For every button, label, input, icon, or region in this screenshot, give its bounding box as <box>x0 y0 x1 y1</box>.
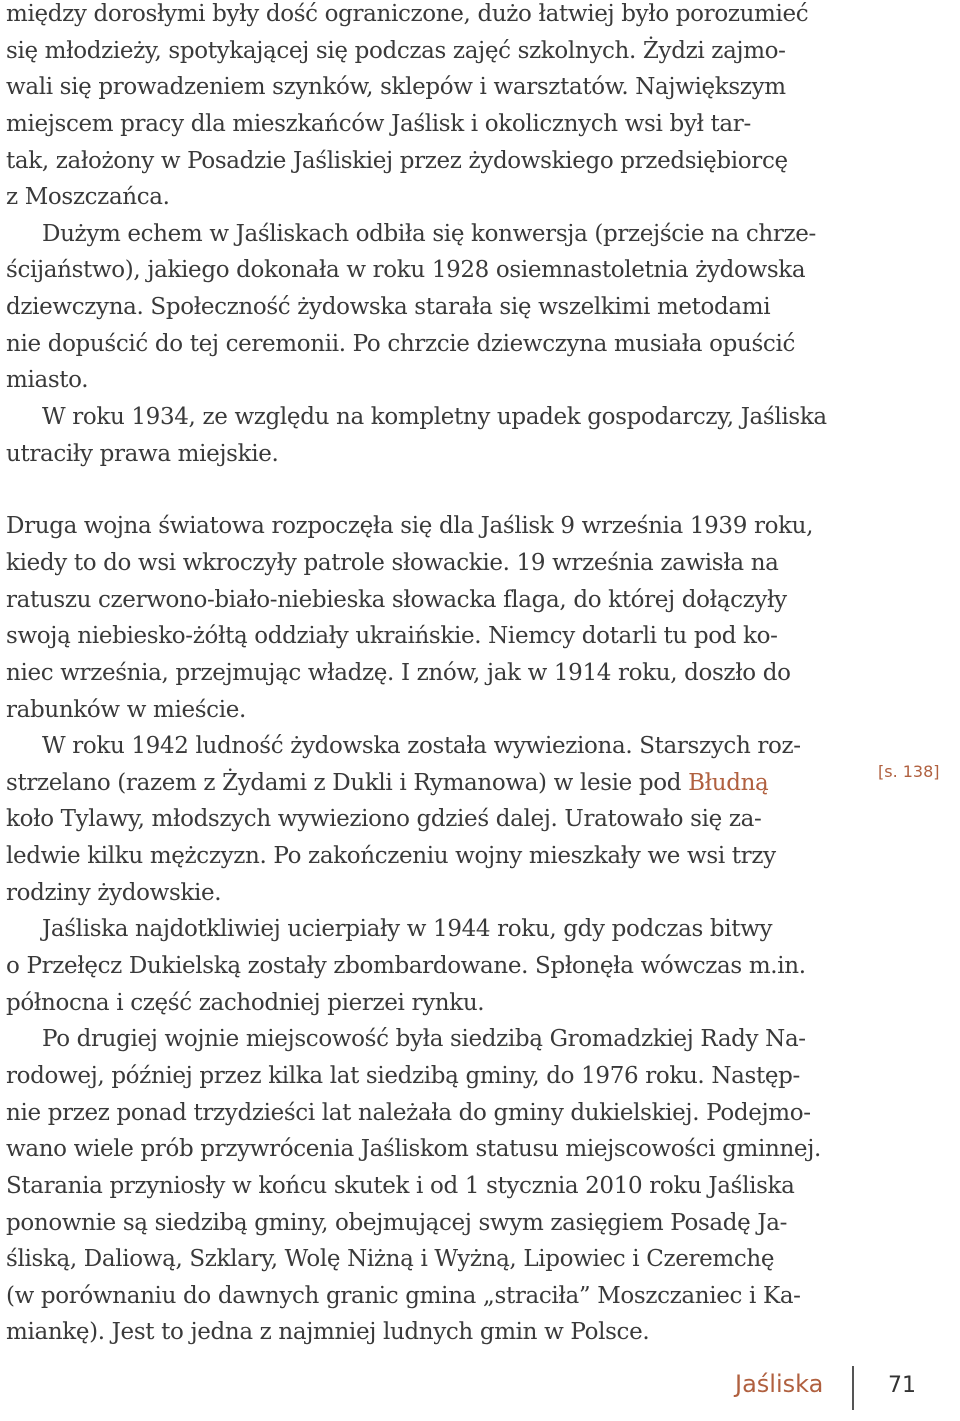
text-line: W roku 1942 ludność żydowska została wywieziona. Starszych roz- <box>42 733 801 760</box>
text-line: miasto. <box>6 367 89 394</box>
text-line: miankę). Jest to jedna z najmniej ludnych gmin w Polsce. <box>6 1319 650 1346</box>
text-line: kiedy to do wsi wkroczyły patrole słowackie. 19 września zawisła na <box>6 549 779 576</box>
body-text <box>6 0 856 1351</box>
text-line <box>6 765 856 802</box>
running-footer-title: Jaśliska <box>735 1370 824 1398</box>
page-number: 71 <box>888 1373 916 1398</box>
text-line: W roku 1934, ze względu na kompletny upadek gospodarczy, Jaśliska <box>42 404 827 431</box>
text-line: rabunków w mieście. <box>6 696 246 723</box>
text-segment: strzelano (razem z Żydami z Dukli i Rymanowa) w lesie pod <box>6 769 689 796</box>
text-line: między dorosłymi były dość ograniczone, dużo łatwiej było porozumieć <box>6 1 809 27</box>
text-line: nie przez ponad trzydzieści lat należała do gminy dukielskiej. Podejmo- <box>6 1099 811 1126</box>
text-line: ratuszu czerwono-biało-niebieska słowacka flaga, do której dołączyły <box>6 586 787 613</box>
text-line: (w porównaniu do dawnych granic gmina „straciła” Moszczaniec i Ka- <box>6 1282 801 1309</box>
text-line: ścijaństwo), jakiego dokonała w roku 1928 osiemnastoletnia żydowska <box>6 257 806 284</box>
text-line: ledwie kilku mężczyzn. Po zakończeniu wojny mieszkały we wsi trzy <box>6 843 776 870</box>
text-line: o Przełęcz Dukielską zostały zbombardowane. Spłonęła wówczas m.in. <box>6 953 806 980</box>
text-line: niec września, przejmując władzę. I znów, jak w 1914 roku, doszło do <box>6 659 791 686</box>
text-line: rodziny żydowskie. <box>6 879 222 906</box>
text-line: tak, założony w Posadzie Jaśliskiej przez żydowskiego przedsiębiorcę <box>6 147 788 174</box>
text-line: śliską, Daliową, Szklary, Wolę Niżną i Wyżną, Lipowiec i Czeremchę <box>6 1246 775 1273</box>
page-reference-note: [s. 138] <box>878 762 940 781</box>
text-line: ponownie są siedzibą gminy, obejmującej swym zasięgiem Posadę Ja- <box>6 1209 788 1236</box>
footer-divider <box>852 1366 854 1410</box>
text-line: miejscem pracy dla mieszkańców Jaślisk i okolicznych wsi był tar- <box>6 110 751 137</box>
section-gap <box>6 472 856 508</box>
text-line: Starania przyniosły w końcu skutek i od 1 stycznia 2010 roku Jaśliska <box>6 1172 795 1199</box>
text-line: Po drugiej wojnie miejscowość była siedzibą Gromadzkiej Rady Na- <box>42 1026 806 1053</box>
text-line: się młodzieży, spotykającej się podczas zajęć szkolnych. Żydzi zajmo- <box>6 37 786 64</box>
text-line: Jaśliska najdotkliwiej ucierpiały w 1944 roku, gdy podczas bitwy <box>42 916 773 943</box>
text-line: nie dopuścić do tej ceremonii. Po chrzcie dziewczyna musiała opuścić <box>6 330 795 357</box>
text-line: koło Tylawy, młodszych wywieziono gdzieś dalej. Uratowało się za- <box>6 806 762 833</box>
text-line: swoją niebiesko-żółtą oddziały ukraińskie. Niemcy dotarli tu pod ko- <box>6 623 778 650</box>
text-line: Dużym echem w Jaśliskach odbiła się konwersja (przejście na chrze- <box>42 220 816 247</box>
text-line: utraciły prawa miejskie. <box>6 440 279 467</box>
text-line: dziewczyna. Społeczność żydowska starała się wszelkimi metodami <box>6 294 771 321</box>
text-line: wano wiele prób przywrócenia Jaśliskom statusu miejscowości gminnej. <box>6 1136 821 1163</box>
place-link-bludna[interactable]: Błudną <box>688 769 769 796</box>
text-line: rodowej, później przez kilka lat siedzibą gminy, do 1976 roku. Następ- <box>6 1062 800 1089</box>
text-line: północna i część zachodniej pierzei rynku. <box>6 989 485 1016</box>
text-line: z Moszczańca. <box>6 184 170 211</box>
text-line: wali się prowadzeniem szynków, sklepów i warsztatów. Największym <box>6 74 786 101</box>
text-line: Druga wojna światowa rozpoczęła się dla Jaślisk 9 września 1939 roku, <box>6 513 814 540</box>
